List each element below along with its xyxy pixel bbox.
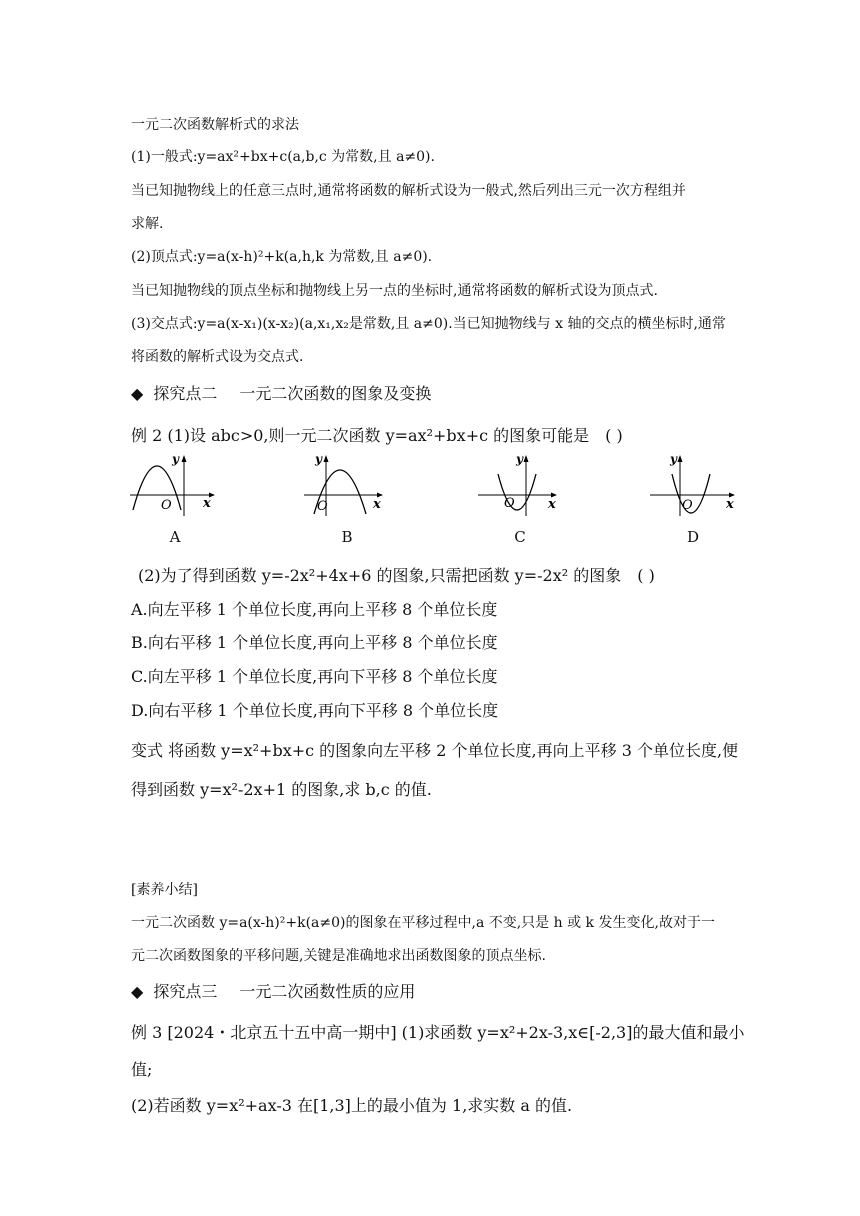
- summary-intercept-form: (3)交点式:y=a(x-x₁)(x-x₂)(a,x₁,x₂是常数,且 a≠0).当已知抛物线与 x 轴的交点的横坐标时,通常: [131, 316, 726, 332]
- example2-question1: [131, 423, 623, 446]
- example3-line-2: 值;: [131, 1060, 153, 1079]
- x-axis-label: x: [548, 497, 556, 512]
- y-axis-label: y: [315, 452, 322, 466]
- x-axis-label: x: [203, 496, 211, 511]
- literacy-line-2: 元二次函数图象的平移问题,关键是准确地求出函数图象的顶点坐标.: [131, 948, 546, 964]
- diamond-icon: ◆: [131, 384, 144, 403]
- origin-label: O: [161, 498, 172, 513]
- origin-label: O: [317, 499, 328, 514]
- summary-general-desc: 当已知抛物线上的任意三点时,通常将函数的解析式设为一般式,然后列出三元一次方程组并: [131, 183, 686, 199]
- graph-c: [474, 452, 564, 518]
- origin-label: O: [504, 496, 515, 511]
- section-label: 探究点二: [153, 384, 218, 403]
- summary-general-form: (1)一般式:y=ax²+bx+c(a,b,c 为常数,且 a≠0).: [131, 149, 435, 165]
- example3-line-3: (2)若函数 y=x²+ax-3 在[1,3]上的最小值为 1,求实数 a 的值.: [131, 1096, 573, 1115]
- literacy-line-1: 一元二次函数 y=a(x-h)²+k(a≠0)的图象在平移过程中,a 不变,只是 h 或 k 发生变化,故对于一: [131, 915, 715, 931]
- question-text: (2)为了得到函数 y=-2x²+4x+6 的图象,只需把函数 y=-2x² 的图象: [138, 566, 622, 585]
- summary-vertex-desc: 当已知抛物线的顶点坐标和抛物线上另一点的坐标时,通常将函数的解析式设为顶点式.: [131, 283, 658, 299]
- y-axis-label: y: [516, 452, 523, 466]
- option-a: A.向左平移 1 个单位长度,再向上平移 8 个单位长度: [131, 600, 498, 619]
- graph-a: [128, 452, 218, 518]
- graph-d: [646, 452, 742, 518]
- x-axis-label: x: [373, 497, 381, 512]
- option-c: C.向左平移 1 个单位长度,再向下平移 8 个单位长度: [131, 667, 498, 686]
- x-axis-label: x: [726, 497, 734, 512]
- summary-title: 一元二次函数解析式的求法: [131, 117, 299, 133]
- summary-vertex-form: (2)顶点式:y=a(x-h)²+k(a,h,k 为常数,且 a≠0).: [131, 249, 433, 265]
- diamond-icon: ◆: [131, 982, 144, 1001]
- section-label: 探究点三: [153, 982, 218, 1001]
- option-b: B.向右平移 1 个单位长度,再向上平移 8 个单位长度: [131, 633, 498, 652]
- variant-line-2: 得到函数 y=x²-2x+1 的图象,求 b,c 的值.: [131, 780, 432, 799]
- y-axis-label: y: [670, 452, 677, 466]
- example3-line-1: 例 3 [2024・北京五十五中高一期中] (1)求函数 y=x²+2x-3,x∈[-2,3]的最大值和最小: [131, 1023, 745, 1042]
- graph-c-label: C: [514, 528, 526, 546]
- section-heading-3: [131, 979, 415, 1002]
- graph-d-label: D: [686, 528, 700, 546]
- summary-general-desc-cont: 求解.: [131, 216, 164, 232]
- section-title: 一元二次函数的图象及变换: [239, 384, 432, 403]
- summary-intercept-desc: 将函数的解析式设为交点式.: [131, 349, 304, 365]
- answer-blank: ( ): [637, 566, 655, 585]
- section-title: 一元二次函数性质的应用: [239, 982, 416, 1001]
- literacy-tag: [素养小结]: [131, 882, 198, 898]
- question-text: 例 2 (1)设 abc>0,则一元二次函数 y=ax²+bx+c 的图象可能是: [131, 426, 590, 445]
- origin-label: O: [682, 498, 693, 513]
- variant-line-1: 变式 将函数 y=x²+bx+c 的图象向左平移 2 个单位长度,再向上平移 3 个单位长度,便: [131, 741, 739, 760]
- option-d: D.向右平移 1 个单位长度,再向下平移 8 个单位长度: [131, 701, 499, 720]
- section-heading-2: [131, 381, 431, 404]
- graph-a-label: A: [169, 528, 181, 546]
- graph-b: [300, 452, 390, 518]
- answer-blank: ( ): [605, 426, 623, 445]
- example2-question2: [138, 563, 655, 586]
- y-axis-label: y: [172, 452, 179, 466]
- graph-b-label: B: [341, 528, 353, 546]
